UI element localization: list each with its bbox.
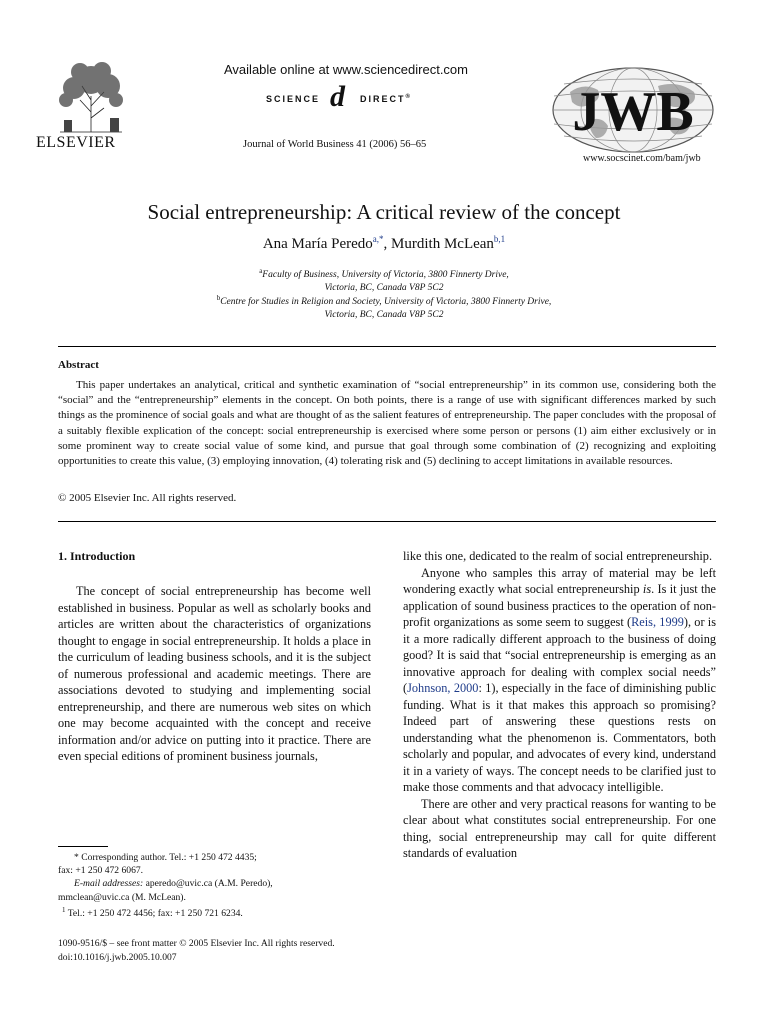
footnotes: * Corresponding author. Tel.: +1 250 472 4435; fax: +1 250 472 6067. E-mail addresses: aperedo@uvic.ca (A.M. Peredo), mmclean@uvic.ca (M. McLean). $^1$ Tel.: +1 250 472 4456; fax: +1 250 721 6234. — [58, 851, 378, 920]
jwb-globe-logo — [550, 66, 716, 154]
article-title: Social entrepreneurship: A critical review of the concept — [147, 200, 621, 224]
author-mclean-affiliation[interactable]: b,1 — [493, 234, 506, 244]
front-matter — [58, 937, 335, 964]
citation-link-reis[interactable]: Reis, 1999 — [631, 615, 684, 629]
abstract-copyright: © 2005 Elsevier Inc. All rights reserved. — [58, 492, 237, 504]
body-column-right — [403, 548, 716, 862]
author-mclean: Murdith McLean — [391, 236, 494, 252]
author-peredo-affiliation[interactable]: a,* — [372, 234, 384, 244]
journal-citation: Journal of World Business 41 (2006) 56–65 — [243, 139, 427, 150]
author-list: Ana María Peredo$^{a,*}$, Murdith McLean$^{b,1}$ — [262, 234, 506, 252]
footnote-rule — [58, 846, 108, 847]
paragraph: There are other and very practical reasons for wanting to be clear about what constitutes social entrepreneurship. For one thing, social entrepreneurship may call for quite different standards of evaluation — [403, 796, 716, 860]
sciencedirect-right: DIRECT® — [360, 94, 412, 104]
publisher-name: ELSEVIER — [36, 134, 116, 151]
footnote-email: E-mail addresses: aperedo@uvic.ca (A.M. Peredo), — [74, 878, 273, 890]
sciencedirect-left: SCIENCE — [266, 94, 321, 104]
affiliation-b: $^b$Centre for Studies in Religion and Society, University of Victoria, 3800 Finnerty Drive, Victoria, BC, Canada V8P 5C2 — [216, 294, 552, 321]
sciencedirect-logo — [266, 80, 426, 113]
paragraph: like this one, dedicated to the realm of social entrepreneurship. — [403, 549, 713, 563]
elsevier-tree-logo — [50, 62, 132, 134]
section-heading-introduction: 1. Introduction — [58, 549, 136, 563]
doi-line: doi:10.1016/j.jwb.2005.10.007 — [58, 951, 177, 963]
citation-link-johnson[interactable]: Johnson, 2000 — [407, 681, 479, 695]
body-column-left — [58, 583, 371, 765]
abstract-heading: Abstract — [58, 359, 99, 371]
author-peredo: Ana María Peredo — [262, 236, 373, 252]
footnote-corresponding: * Corresponding author. Tel.: +1 250 472 4435; — [74, 852, 257, 863]
sciencedirect-at-mark: d — [330, 80, 347, 113]
issn-line: 1090-9516/$ – see front matter © 2005 Elsevier Inc. All rights reserved. — [58, 938, 335, 949]
paragraph: The concept of social entrepreneurship has become well established in business. Popular as well as scholarly books and articles are written about the characteristics of organizations thought to engage in social entrepreneurship. It holds a place in the curriculum of leading business schools, and it is the subject of numerous professional and academic meetings. There are associations devoted to studying and implementing social entrepreneurship, and there are numerous web sites on which one may become acquainted with the concept and receive information and/or advice on putting into it practice. There are even special editions of prominent business journals, — [58, 584, 371, 763]
journal-url-link[interactable]: www.socscinet.com/bam/jwb — [583, 153, 701, 164]
footnote-1: $^1$ Tel.: +1 250 472 4456; fax: +1 250 721 6234. — [62, 905, 243, 919]
paragraph: Anyone who samples this array of material may be left wondering exactly what social entrepreneurship is. Is it just the application of sound business practices to the operation of non-profit organizations as some seem to suggest (Reis, 1999), or is it a more radically different approach to the business of doing good? It is said that “social entrepreneurship is emerging as an innovative approach for dealing with complex social needs” (Johnson, 2000: 1), especially in the face of diminishing public funding. What is it that makes this approach so promising? Indeed part of answering these questions rests on understanding what the phenomenon is. Commentators, both scholarly and popular, and advocates of every kind, understand it in a variety of ways. The concept needs to be clarified just to make those comments and that advocacy intelligible. — [403, 565, 717, 794]
copyright-icon: © — [58, 492, 67, 504]
abstract-text: This paper undertakes an analytical, critical and synthetic examination of “social entrepreneurship” in its common use, considering both the “social” and the “entrepreneurship” elements in the concept. On both points, there is a range of use with significant differences marked by such things as the prominence of social goals and what are thought of as the salient features of entrepreneurship. The paper concludes with the proposal of a suitably flexible explication of the concept: social entrepreneurship is exercised where some person or persons (1) aim either exclusively or in some prominent way to create social value of some kind, and pursue that goal through some combination of (2) recognizing and exploiting opportunities to create this value, (3) employing innovation, (4) tolerating risk and (5) declining to accept limitations in available resources. — [58, 379, 716, 468]
abstract-top-rule — [58, 346, 716, 347]
available-online-link[interactable]: Available online at www.sciencedirect.com — [224, 62, 468, 77]
jwb-logo-text: JWB — [572, 81, 694, 143]
abstract-bottom-rule — [58, 521, 716, 522]
affiliation-a: $^a$Faculty of Business, University of Victoria, 3800 Finnerty Drive, Victoria, BC, Canada V8P 5C2 — [259, 267, 509, 294]
